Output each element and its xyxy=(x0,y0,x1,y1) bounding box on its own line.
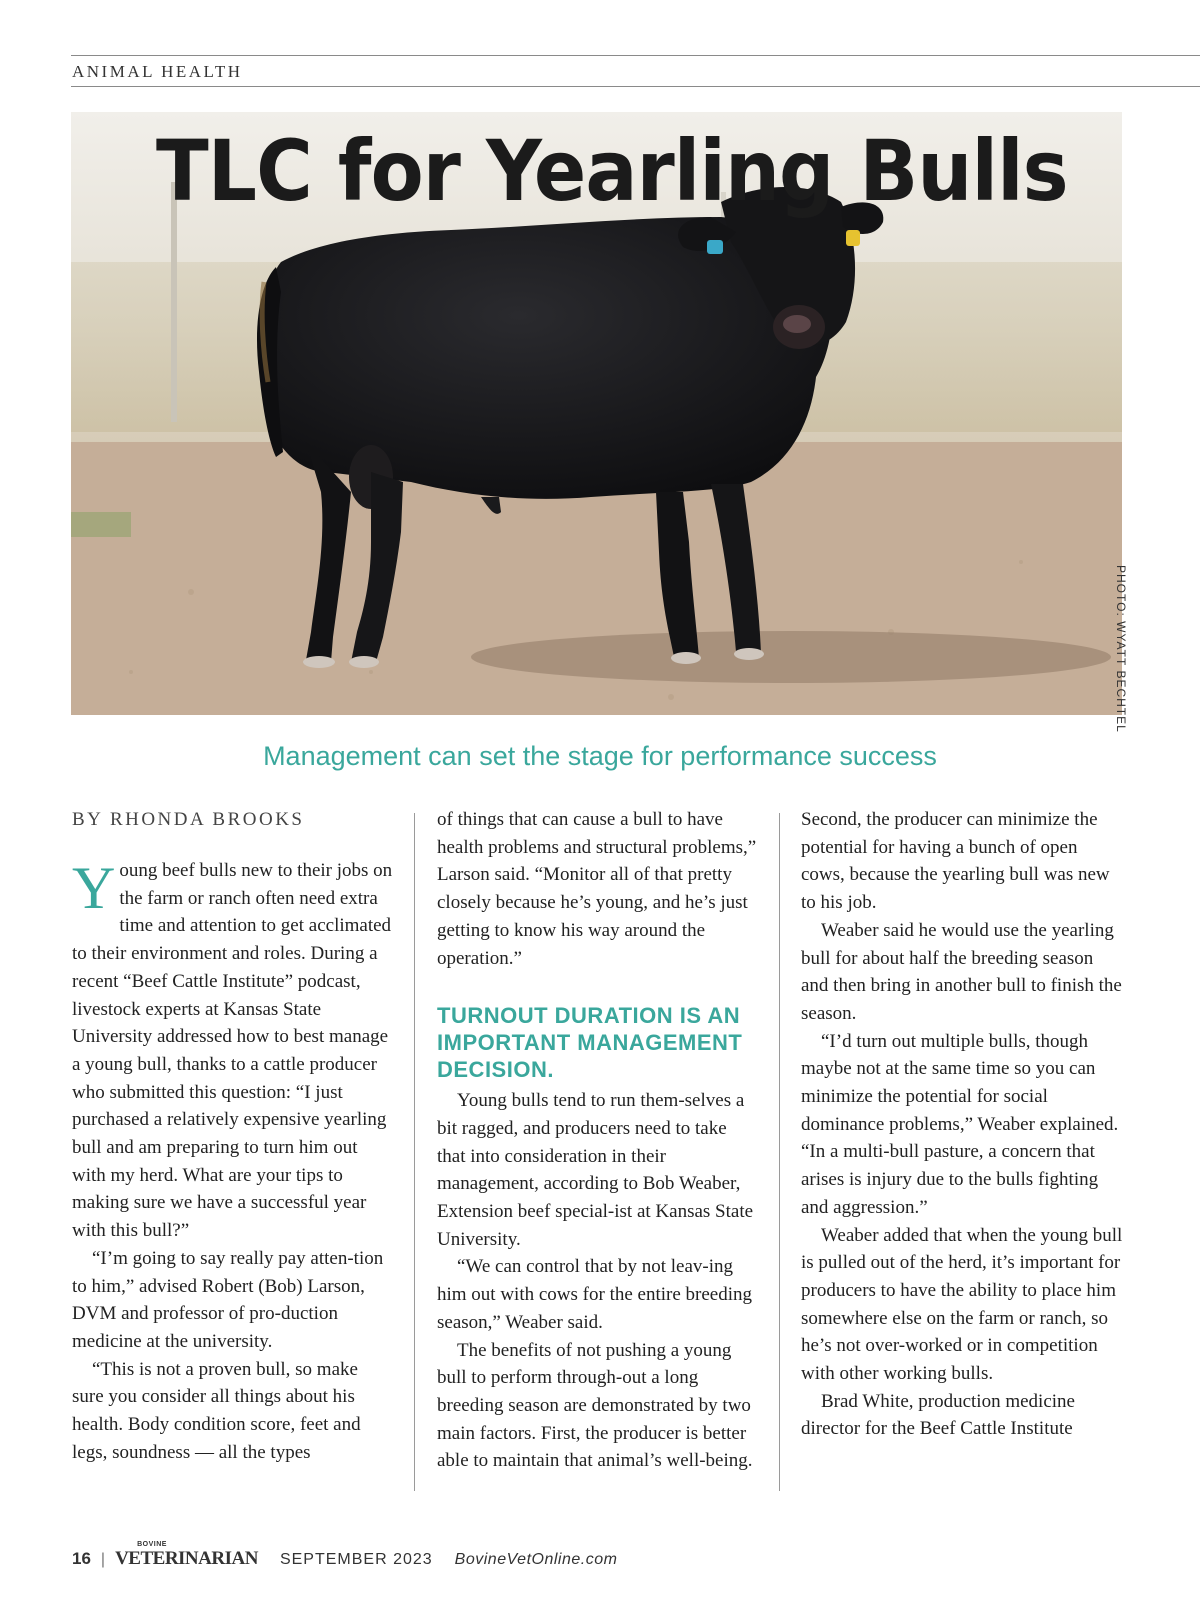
article-column-3 xyxy=(801,806,1123,1443)
footer-separator: | xyxy=(100,1551,106,1568)
paragraph: Weaber added that when the young bull is pulled out of the herd, it’s important for producers to have the ability to place him somewhere else on the farm or ranch, so he’s not over-worked or in competition with other working bulls. xyxy=(801,1224,1123,1385)
paragraph: The benefits of not pushing a young bull to perform through-out a long breeding season are demonstrated by two main factors. First, the producer is better able to maintain that animal’s well-being. xyxy=(437,1339,753,1472)
column-divider xyxy=(779,813,780,1491)
article-subtitle: Management can set the stage for performance success xyxy=(263,741,937,771)
page-footer xyxy=(72,1541,618,1570)
paragraph: “I’m going to say really pay atten-tion to him,” advised Robert (Bob) Larson, DVM and professor of pro-duction medicine at the university. xyxy=(72,1247,384,1352)
logo-top-text: BOVINE xyxy=(137,1541,167,1548)
paragraph: Second, the producer can minimize the potential for having a bunch of open cows, because the yearling bull was new to his job. xyxy=(801,809,1110,914)
top-rule xyxy=(71,55,1200,56)
photo-credit: PHOTO: WYATT BECHTEL xyxy=(1114,565,1128,733)
article-title: TLC for Yearling Bulls xyxy=(156,122,1068,220)
paragraph: of things that can cause a bull to have health problems and structural problems,” Larson said. “Monitor all of that pretty closely because he’s young, and he’s just getting to know his way around the operation.” xyxy=(437,809,757,969)
section-label: ANIMAL HEALTH xyxy=(72,62,243,81)
paragraph: Young beef bulls new to their jobs on the farm or ranch often need extra time and attention to get acclimated to their environment and roles. During a recent “Beef Cattle Institute” podcast, livestock experts at Kansas State University addressed how to best manage a young bull, thanks to a cattle producer who submitted this question: “I just purchased a relatively expensive yearling bull and am preparing to turn him out with my herd. What are your tips to making sure we have a successful year with this bull?” xyxy=(72,855,393,1242)
subhead: TURNOUT DURATION IS AN IMPORTANT MANAGEMENT DECISION. xyxy=(437,1003,743,1083)
paragraph: “I’d turn out multiple bulls, though maybe not at the same time so you can minimize the potential for social dominance problems,” Weaber explained. “In a multi-bull pasture, a concern that arises is injury due to the bulls fighting and aggression.” xyxy=(801,1030,1119,1218)
article-column-2 xyxy=(437,806,759,1475)
website-link[interactable]: BovineVetOnline.com xyxy=(454,1551,618,1568)
paragraph: “This is not a proven bull, so make sure you consider all things about his health. Body condition score, feet and legs, soundness — all the types xyxy=(72,1358,361,1463)
section-rule xyxy=(71,86,1200,87)
magazine-logo xyxy=(115,1541,258,1570)
issue-date: SEPTEMBER 2023 xyxy=(279,1551,433,1568)
column-divider xyxy=(414,813,415,1491)
byline: BY RHONDA BROOKS xyxy=(72,809,305,830)
logo-text: VETERINARIAN xyxy=(115,1548,258,1569)
article-column-1 xyxy=(72,806,394,1466)
paragraph: Brad White, production medicine director for the Beef Cattle Institute xyxy=(801,1390,1075,1440)
paragraph: Young bulls tend to run them-selves a bit ragged, and producers need to take that into consideration in their management, according to Bob Weaber, Extension beef special-ist at Kansas State University. xyxy=(437,1090,754,1250)
paragraph: “We can control that by not leav-ing him out with cows for the entire breeding season,” Weaber said. xyxy=(437,1256,753,1333)
page-number: 16 xyxy=(72,1549,91,1568)
hero-photo xyxy=(71,112,1122,715)
paragraph: Weaber said he would use the yearling bull for about half the breeding season and then bring in another bull to finish the season. xyxy=(801,919,1122,1024)
drop-cap: Y xyxy=(72,855,116,921)
